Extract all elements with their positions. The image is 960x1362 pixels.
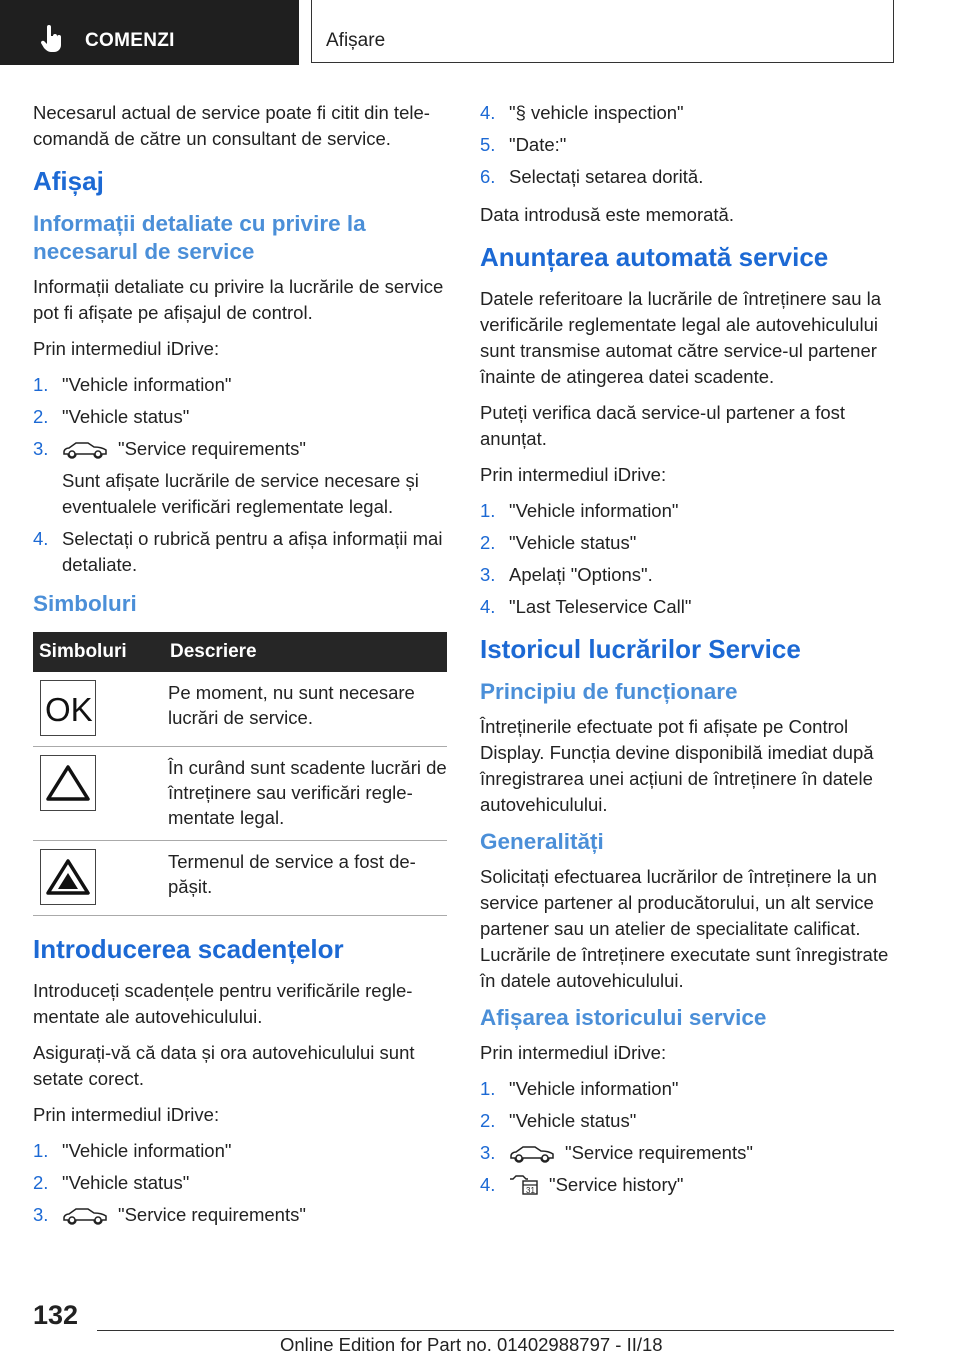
step-text: "Date:" xyxy=(509,134,567,155)
warning-triangle-icon xyxy=(40,755,96,811)
step-number: 1. xyxy=(480,500,496,521)
heading-anuntarea: Anunțarea automată service xyxy=(480,242,829,272)
step-text: Apelați "Options". xyxy=(509,564,653,585)
steps-list-continued xyxy=(480,100,895,190)
principle-paragraph: Întreținerile efectuate pot fi afișate pe Control Display. Funcția devine disponibilă imediat după înregistrarea unei acțiuni de întreținere în datele autovehiculului. xyxy=(480,716,874,815)
column-header: Simboluri xyxy=(33,632,164,672)
table-cell xyxy=(33,747,164,841)
table-row xyxy=(33,672,447,747)
step-number: 1. xyxy=(480,1078,496,1099)
list-item xyxy=(33,436,447,520)
steps-list-1 xyxy=(33,372,447,578)
step-text: "Vehicle information" xyxy=(509,500,679,521)
step-text: "Service history" xyxy=(549,1174,684,1195)
car-icon xyxy=(509,1145,555,1163)
list-item xyxy=(480,1140,895,1166)
table-cell: Pe moment, nu sunt necesare lucrări de service. xyxy=(164,672,447,747)
list-item xyxy=(33,372,447,398)
heading-introducerea: Introducerea scadențelor xyxy=(33,934,344,964)
list-item xyxy=(480,100,895,126)
intro-paragraph-2: Asigurați-vă că data și ora autovehiculului sunt setate corect. xyxy=(33,1042,415,1089)
step-text: "§ vehicle inspection" xyxy=(509,102,684,123)
table-cell xyxy=(33,672,164,747)
step-subtext: Sunt afișate lucrările de service necesare și eventualele verificări reglementate legal. xyxy=(62,470,419,517)
list-item xyxy=(33,404,447,430)
section-tab xyxy=(0,0,299,65)
step-number: 2. xyxy=(480,532,496,553)
via-idrive-3: Prin intermediul iDrive: xyxy=(480,464,667,485)
step-number: 2. xyxy=(480,1110,496,1131)
heading-simboluri: Simboluri xyxy=(33,591,137,616)
symbols-table xyxy=(33,632,447,916)
info-paragraph: Informații detaliate cu privire la lucrările de service pot fi afișate pe afișajul de control. xyxy=(33,276,444,323)
svg-text:OK: OK xyxy=(45,692,93,724)
list-item xyxy=(480,1108,895,1134)
steps-list-4 xyxy=(480,1076,895,1198)
list-item xyxy=(480,132,895,158)
step-text: "Vehicle information" xyxy=(62,374,232,395)
step-number: 4. xyxy=(33,528,49,549)
step-text: "Vehicle information" xyxy=(62,1140,232,1161)
list-item xyxy=(33,1202,447,1228)
intro-paragraph-1: Introduceți scadențele pentru verificările reglementate ale autovehiculului. xyxy=(33,980,413,1027)
left-column xyxy=(33,100,447,1240)
footer-divider xyxy=(97,1330,894,1331)
step-text: "Vehicle status" xyxy=(509,1110,637,1131)
step-number: 3. xyxy=(480,1142,496,1163)
edition-note: Online Edition for Part no. 01402988797 - II/18 xyxy=(280,1334,663,1355)
table-row xyxy=(33,841,447,916)
table-cell: Termenul de service a fost depășit. xyxy=(164,841,447,916)
list-item xyxy=(480,498,895,524)
heading-info: Informații detaliate cu privire la necesarul de service xyxy=(33,211,366,264)
chapter-tab xyxy=(311,0,894,63)
via-idrive-2: Prin intermediul iDrive: xyxy=(33,1104,220,1125)
list-item xyxy=(480,594,895,620)
step-text: "Last Teleservice Call" xyxy=(509,596,692,617)
step-number: 3. xyxy=(33,438,49,459)
heading-afisarea: Afișarea istoricului service xyxy=(480,1005,767,1030)
heading-istoric: Istoricul lucrărilor Service xyxy=(480,634,801,664)
column-header: Descriere xyxy=(164,632,447,672)
overdue-triangle-icon xyxy=(40,849,96,905)
step-number: 3. xyxy=(33,1204,49,1225)
step-text: "Service requirements" xyxy=(118,438,306,459)
steps-list-2 xyxy=(33,1138,447,1228)
auto-paragraph-2: Puteți verifica dacă service-ul partener a fost anunțat. xyxy=(480,402,846,449)
table-cell xyxy=(33,841,164,916)
list-item xyxy=(480,1076,895,1102)
step-text: Selectați setarea dorită. xyxy=(509,166,704,187)
via-idrive-1: Prin intermediul iDrive: xyxy=(33,338,220,359)
heading-principiu: Principiu de funcționare xyxy=(480,679,738,704)
hand-pointer-icon xyxy=(40,25,64,53)
intro-paragraph: Necesarul actual de service poate fi citit din telecomandă de către un consultant de service. xyxy=(33,102,430,149)
via-idrive-4: Prin intermediul iDrive: xyxy=(480,1042,667,1063)
car-icon xyxy=(62,1207,108,1225)
step-number: 4. xyxy=(480,102,496,123)
list-item xyxy=(33,1138,447,1164)
page-number: 132 xyxy=(33,1300,79,1330)
list-item xyxy=(480,1172,895,1198)
step-text: "Service requirements" xyxy=(565,1142,753,1163)
chapter-title: Afișare xyxy=(326,30,386,51)
list-item xyxy=(33,526,447,578)
table-row xyxy=(33,747,447,841)
step-text: "Vehicle status" xyxy=(509,532,637,553)
list-item xyxy=(480,530,895,556)
steps-list-3 xyxy=(480,498,895,620)
right-column xyxy=(480,100,895,1210)
service-history-icon xyxy=(509,1173,539,1195)
auto-paragraph-1: Datele referitoare la lucrările de întreținere sau la verificările reglementate legal ale autovehiculului sunt transmise automat către service-ul partener înainte de atingerea datei scadente. xyxy=(480,288,882,387)
step-number: 5. xyxy=(480,134,496,155)
step-text: "Vehicle status" xyxy=(62,406,190,427)
svg-text:31: 31 xyxy=(526,1186,535,1195)
table-header xyxy=(33,632,447,672)
section-title: COMENZI xyxy=(85,30,175,51)
saved-paragraph: Data introdusă este memorată. xyxy=(480,204,734,225)
step-number: 6. xyxy=(480,166,496,187)
step-number: 2. xyxy=(33,406,49,427)
step-number: 1. xyxy=(33,1140,49,1161)
general-paragraph: Solicitați efectuarea lucrărilor de întreținere la un service partener al producătorului, un alt service partener sau un atelier de specialitate calificat. Lucrările de întreținere executate sunt înregistrate în datele autovehiculului. xyxy=(480,866,889,991)
step-number: 4. xyxy=(480,1174,496,1195)
table-cell: În curând sunt scadente lucrări de întreținere sau verificări reglementate legal. xyxy=(164,747,447,841)
step-number: 3. xyxy=(480,564,496,585)
step-number: 2. xyxy=(33,1172,49,1193)
list-item xyxy=(480,562,895,588)
step-text: "Vehicle status" xyxy=(62,1172,190,1193)
ok-icon xyxy=(40,680,96,736)
step-text: "Service requirements" xyxy=(118,1204,306,1225)
step-number: 1. xyxy=(33,374,49,395)
list-item xyxy=(480,164,895,190)
heading-generalitati: Generalități xyxy=(480,829,604,854)
car-icon xyxy=(62,441,108,459)
step-text: Selectați o rubrică pentru a afișa informații mai detaliate. xyxy=(62,528,443,575)
step-number: 4. xyxy=(480,596,496,617)
step-text: "Vehicle information" xyxy=(509,1078,679,1099)
list-item xyxy=(33,1170,447,1196)
heading-afisaj: Afișaj xyxy=(33,166,104,196)
